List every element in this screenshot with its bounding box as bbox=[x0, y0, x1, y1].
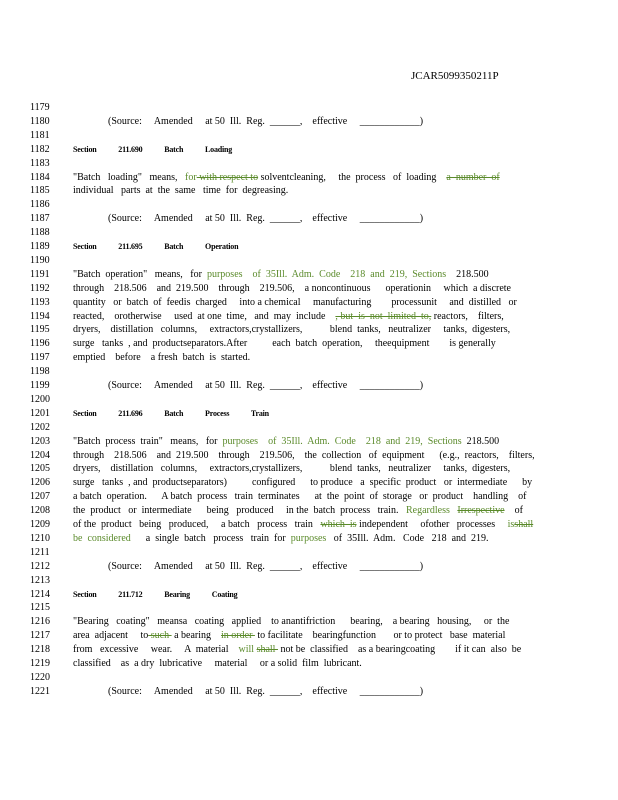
inserted-text: purposes of 35Ill. Adm. Code 218 and 219, Sections bbox=[222, 435, 462, 447]
text-run: dryers, distillation columns, extractors,crystallizers, blend tanks, neutralizer tanks, digesters, bbox=[73, 324, 511, 336]
text-line bbox=[30, 476, 590, 490]
text-run: through 218.506 and 219.500 through 219.506, the collection of equipment (e.g., reactors, filters, bbox=[73, 449, 535, 461]
struck-text: shall bbox=[256, 644, 278, 656]
text-line bbox=[30, 296, 590, 310]
line-number: 1218 bbox=[30, 644, 50, 656]
line-number: 1181 bbox=[30, 129, 50, 141]
line-text bbox=[73, 351, 250, 365]
text-line bbox=[30, 449, 590, 463]
text-line bbox=[30, 171, 590, 185]
text-line bbox=[30, 379, 590, 393]
text-line bbox=[30, 657, 590, 671]
line-number: 1217 bbox=[30, 630, 50, 642]
line-number: 1219 bbox=[30, 658, 50, 669]
line-number: 1185 bbox=[30, 185, 50, 197]
text-line bbox=[30, 643, 590, 657]
text-line bbox=[30, 532, 590, 546]
line-number: 1183 bbox=[30, 157, 50, 169]
text-run: not be classified as a bearingcoating if it can also be bbox=[277, 644, 522, 656]
text-line bbox=[30, 462, 590, 476]
text-run: reacted, orotherwise used at one time, and may include bbox=[73, 310, 336, 322]
line-text bbox=[73, 240, 238, 254]
line-number: 1196 bbox=[30, 338, 50, 350]
line-number: 1193 bbox=[30, 296, 50, 308]
line-number: 1203 bbox=[30, 435, 50, 447]
text-run: 218.500 bbox=[461, 435, 500, 447]
text-run: (Source: Amended at 50 Ill. Reg. ______, effective ____________) bbox=[108, 560, 424, 572]
text-line bbox=[30, 393, 590, 407]
text-line bbox=[30, 504, 590, 518]
inserted-text: be considered bbox=[73, 532, 131, 544]
line-number: 1184 bbox=[30, 171, 50, 183]
line-text bbox=[108, 685, 423, 699]
line-number: 1210 bbox=[30, 532, 50, 544]
text-line bbox=[30, 115, 590, 129]
line-number: 1200 bbox=[30, 393, 50, 405]
line-text bbox=[108, 212, 423, 226]
text-line bbox=[30, 254, 590, 268]
text-line bbox=[30, 490, 590, 504]
text-run: (Source: Amended at 50 Ill. Reg. ______, effective ____________) bbox=[108, 685, 424, 697]
line-text bbox=[73, 518, 533, 532]
text-line bbox=[30, 351, 590, 365]
text-line bbox=[30, 226, 590, 240]
line-text bbox=[73, 143, 232, 157]
text-run: area adjacent to bbox=[73, 630, 149, 642]
text-run: (Source: Amended at 50 Ill. Reg. ______, effective ____________) bbox=[108, 115, 424, 127]
text-line bbox=[30, 268, 590, 282]
struck-text: a number of bbox=[446, 171, 500, 183]
line-number: 1215 bbox=[30, 602, 50, 614]
text-line bbox=[30, 282, 590, 296]
text-line bbox=[30, 101, 590, 115]
text-run: a batch operation. A batch process train terminates at the point of storage or product handling of bbox=[73, 491, 527, 503]
inserted-text: purposes bbox=[290, 532, 327, 544]
section-heading-line bbox=[30, 588, 590, 602]
text-run: of the product being produced, a batch process train bbox=[73, 519, 321, 530]
line-text bbox=[73, 615, 509, 629]
text-run: individual parts at the same time for degreasing. bbox=[73, 185, 289, 197]
line-text bbox=[73, 407, 269, 421]
text-line bbox=[30, 365, 590, 379]
line-number: 1191 bbox=[30, 268, 50, 280]
text-run: the product or intermediate being produced in the batch process train. bbox=[73, 505, 406, 517]
line-number: 1206 bbox=[30, 477, 50, 489]
text-run: through 218.506 and 219.500 through 219.506, a noncontinuous operationin which a discrete bbox=[73, 282, 511, 294]
line-text bbox=[73, 588, 237, 602]
text-run: "Bearing coating" meansa coating applied to anantifriction bearing, a bearing housing, or the bbox=[73, 616, 510, 628]
line-text bbox=[73, 282, 511, 296]
line-text bbox=[73, 337, 496, 351]
line-number: 1182 bbox=[30, 143, 50, 155]
text-line bbox=[30, 629, 590, 643]
struck-text: which is bbox=[320, 519, 357, 530]
text-run: Section 211.712 Bearing Coating bbox=[73, 589, 238, 599]
line-text bbox=[73, 476, 532, 490]
line-number: 1205 bbox=[30, 463, 50, 475]
line-number: 1214 bbox=[30, 588, 50, 600]
line-number: 1211 bbox=[30, 546, 50, 558]
section-heading-line bbox=[30, 143, 590, 157]
text-line bbox=[30, 601, 590, 615]
text-run: "Batch operation" means, for bbox=[73, 268, 207, 280]
text-run: to facilitate bearingfunction or to protect base material bbox=[254, 630, 506, 642]
line-number: 1188 bbox=[30, 227, 50, 239]
struck-text: in order bbox=[221, 630, 255, 642]
section-heading-line bbox=[30, 240, 590, 254]
line-text bbox=[73, 435, 499, 449]
text-line bbox=[30, 518, 590, 532]
line-text bbox=[73, 268, 489, 282]
text-run: solventcleaning, the process of loading bbox=[258, 171, 447, 183]
inserted-text: is bbox=[507, 519, 515, 530]
line-number: 1204 bbox=[30, 449, 50, 461]
line-text bbox=[108, 560, 423, 574]
line-text bbox=[73, 296, 517, 310]
struck-text: such bbox=[148, 630, 172, 642]
text-line bbox=[30, 184, 590, 198]
text-run: a single batch process train for bbox=[130, 532, 291, 544]
text-line bbox=[30, 685, 590, 699]
text-run: emptied before a fresh batch is started. bbox=[73, 352, 251, 364]
text-line bbox=[30, 310, 590, 324]
line-number: 1202 bbox=[30, 421, 50, 433]
struck-text: shall bbox=[514, 519, 534, 530]
line-number: 1194 bbox=[30, 310, 50, 322]
line-text bbox=[73, 629, 505, 643]
line-text bbox=[73, 184, 288, 198]
text-run: of bbox=[504, 505, 523, 517]
text-line bbox=[30, 574, 590, 588]
text-run: independent ofother processes bbox=[356, 519, 508, 530]
line-number: 1207 bbox=[30, 491, 50, 503]
line-text bbox=[73, 449, 535, 463]
inserted-text: Regardless bbox=[405, 505, 450, 517]
line-text bbox=[108, 379, 423, 393]
line-number: 1199 bbox=[30, 380, 50, 391]
line-number: 1220 bbox=[30, 671, 50, 683]
line-text bbox=[73, 490, 527, 504]
text-run: surge tanks , and productseparators.After each batch operation, theequipment is generally bbox=[73, 338, 496, 350]
text-run: a bearing bbox=[171, 630, 222, 642]
line-text bbox=[73, 462, 510, 476]
text-run: from excessive wear. A material bbox=[73, 644, 239, 656]
line-number: 1201 bbox=[30, 407, 50, 419]
line-text bbox=[73, 657, 362, 671]
line-number: 1197 bbox=[30, 352, 50, 364]
section-heading-line bbox=[30, 407, 590, 421]
line-number: 1195 bbox=[30, 324, 50, 336]
text-run: reactors, filters, bbox=[431, 310, 504, 322]
line-number: 1189 bbox=[30, 241, 50, 252]
struck-text: with respect to bbox=[196, 171, 259, 183]
line-text bbox=[73, 323, 510, 337]
text-run: Section 211.696 Batch Process Train bbox=[73, 408, 269, 418]
text-run: (Source: Amended at 50 Ill. Reg. ______, effective ____________) bbox=[108, 213, 424, 225]
text-line bbox=[30, 560, 590, 574]
text-run: 218.500 bbox=[446, 268, 489, 280]
text-line bbox=[30, 421, 590, 435]
text-run: Section 211.690 Batch Loading bbox=[73, 144, 233, 154]
text-run: dryers, distillation columns, extractors,crystallizers, blend tanks, neutralizer tanks, digesters, bbox=[73, 463, 511, 475]
document-id: JCAR5099350211P bbox=[411, 70, 499, 82]
text-run: classified as a dry lubricative material or a solid film lubricant. bbox=[73, 658, 362, 669]
inserted-text: for bbox=[185, 171, 197, 183]
text-line bbox=[30, 435, 590, 449]
line-number: 1216 bbox=[30, 616, 50, 628]
line-number: 1221 bbox=[30, 685, 50, 697]
text-run: surge tanks , and productseparators) configured to produce a specific product or intermediate by bbox=[73, 477, 533, 489]
text-run: of 35Ill. Adm. Code 218 and 219. bbox=[326, 532, 489, 544]
line-text bbox=[73, 643, 521, 657]
struck-text: , but is not limited to, bbox=[335, 310, 432, 322]
text-run: Section 211.695 Batch Operation bbox=[73, 242, 239, 251]
text-line bbox=[30, 615, 590, 629]
text-line bbox=[30, 212, 590, 226]
line-text bbox=[108, 115, 423, 129]
line-number: 1209 bbox=[30, 519, 50, 530]
inserted-text: will bbox=[238, 644, 255, 656]
text-run: (Source: Amended at 50 Ill. Reg. ______, effective ____________) bbox=[108, 380, 424, 391]
line-number: 1192 bbox=[30, 282, 50, 294]
line-text bbox=[73, 504, 523, 518]
line-number: 1186 bbox=[30, 199, 50, 211]
text-line bbox=[30, 546, 590, 560]
text-line bbox=[30, 337, 590, 351]
line-number: 1212 bbox=[30, 560, 50, 572]
inserted-text: purposes of 35Ill. Adm. Code 218 and 219, Sections bbox=[206, 268, 447, 280]
text-run: quantity or batch of feedis charged into a chemical manufacturing processunit and distilled or bbox=[73, 296, 517, 308]
line-number: 1213 bbox=[30, 574, 50, 586]
text-line bbox=[30, 198, 590, 212]
text-run: "Batch loading" means, bbox=[73, 171, 186, 183]
line-number: 1187 bbox=[30, 213, 50, 225]
line-text bbox=[73, 310, 504, 324]
line-text bbox=[73, 532, 489, 546]
line-number: 1208 bbox=[30, 505, 50, 517]
line-text bbox=[73, 171, 500, 185]
text-line bbox=[30, 323, 590, 337]
text-line bbox=[30, 129, 590, 143]
struck-text: Irrespective bbox=[457, 505, 505, 517]
text-run: "Batch process train" means, for bbox=[73, 435, 223, 447]
text-line bbox=[30, 157, 590, 171]
line-number: 1198 bbox=[30, 366, 50, 378]
text-line bbox=[30, 671, 590, 685]
line-number: 1180 bbox=[30, 115, 50, 127]
line-number: 1179 bbox=[30, 102, 50, 113]
line-number: 1190 bbox=[30, 254, 50, 266]
